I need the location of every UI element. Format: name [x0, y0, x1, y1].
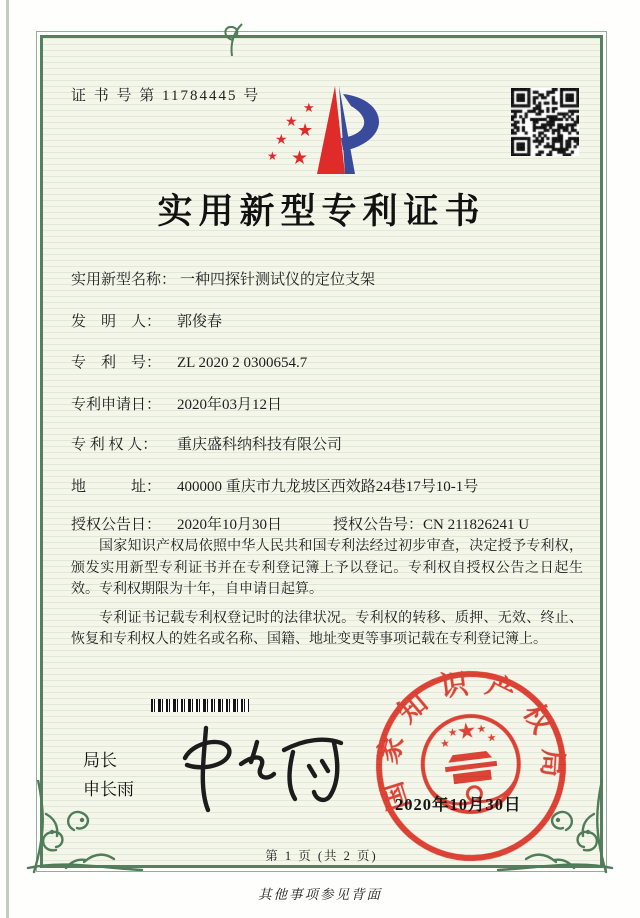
field-label: 专 利 号：: [71, 355, 162, 371]
field-label: 发 明 人：: [71, 314, 162, 330]
field-value: 400000 重庆市九龙坡区西效路24巷17号10-1号: [177, 479, 479, 495]
qr-code: [511, 88, 579, 156]
field-value: 郭俊春: [177, 314, 223, 330]
corner-flourish-icon: [496, 780, 614, 876]
certificate-title: 实用新型专利证书: [157, 192, 486, 231]
field-row-grant-date: [71, 513, 282, 534]
field-value: CN 211826241 U: [423, 517, 530, 533]
field-row-patent-no: [71, 351, 307, 372]
field-value: 一种四探针测试仪的定位支架: [180, 272, 376, 288]
page-number: 第 1 页 (共 2 页): [265, 849, 378, 863]
field-row-patentee: [71, 433, 342, 454]
svg-text:★: ★: [447, 726, 459, 740]
corner-flourish-icon: [26, 780, 144, 876]
field-label: 专 利 权 人：: [71, 437, 158, 453]
svg-text:★: ★: [486, 731, 498, 745]
seal-date: 2020年10月30日: [395, 795, 522, 814]
barcode: [151, 699, 249, 712]
field-row-address: [71, 475, 478, 496]
logo-star-icon: ★: [303, 100, 315, 115]
field-row-inventor: [71, 310, 222, 331]
field-row-filing-date: [71, 393, 282, 414]
commissioner-title: 局长: [83, 751, 117, 770]
border-sprout-icon: [218, 18, 248, 58]
logo-star-icon: ★: [285, 115, 298, 130]
field-row-grant-no: [333, 513, 529, 534]
legal-paragraph-1: 国家知识产权局依照中华人民共和国专利法经过初步审查，决定授予专利权，颁发实用新型专利证书并在专利登记簿上予以登记。专利权自授权公告之日起生效。专利权期限为十年，自申请日起算。: [71, 539, 583, 597]
certificate-frame: [40, 35, 603, 868]
svg-text:★: ★: [455, 717, 478, 745]
footer-note: 其他事项参见背面: [258, 887, 382, 902]
field-value: 重庆盛科纳科技有限公司: [177, 437, 343, 453]
field-label: 授权公告日：: [71, 517, 162, 533]
field-value: ZL 2020 2 0300654.7: [177, 355, 308, 371]
logo-blue-bowl: [341, 94, 379, 150]
svg-text:国家知识产权局: 国家知识产权局: [372, 667, 568, 815]
logo-star-icon: ★: [291, 148, 309, 169]
logo-star-icon: ★: [275, 133, 288, 148]
scan-edge-line: [6, 0, 9, 918]
logo-star-icon: ★: [267, 149, 278, 163]
logo-star-icon: ★: [297, 120, 314, 140]
svg-text:★: ★: [439, 737, 451, 751]
field-label: 地 址：: [71, 479, 162, 495]
field-value: 2020年03月12日: [177, 397, 283, 413]
cnipa-logo-icon: [255, 78, 401, 178]
signature-handwriting: [171, 714, 349, 818]
svg-text:★: ★: [475, 722, 488, 736]
certificate-number: 证 书 号 第 11784445 号: [71, 88, 261, 104]
field-label: 专利申请日：: [71, 397, 162, 413]
field-row-name: [71, 268, 375, 289]
field-label: 实用新型名称：: [71, 272, 177, 288]
commissioner-name: 申长雨: [83, 780, 134, 799]
legal-paragraph-2: 专利证书记载专利权登记时的法律状况。专利权的转移、质押、无效、终止、恢复和专利权人的姓名或名称、国籍、地址变更等事项记载在专利登记簿上。: [71, 610, 583, 647]
field-label: 授权公告号：: [333, 517, 424, 533]
legal-text: [71, 536, 583, 658]
field-value: 2020年10月30日: [177, 517, 283, 533]
